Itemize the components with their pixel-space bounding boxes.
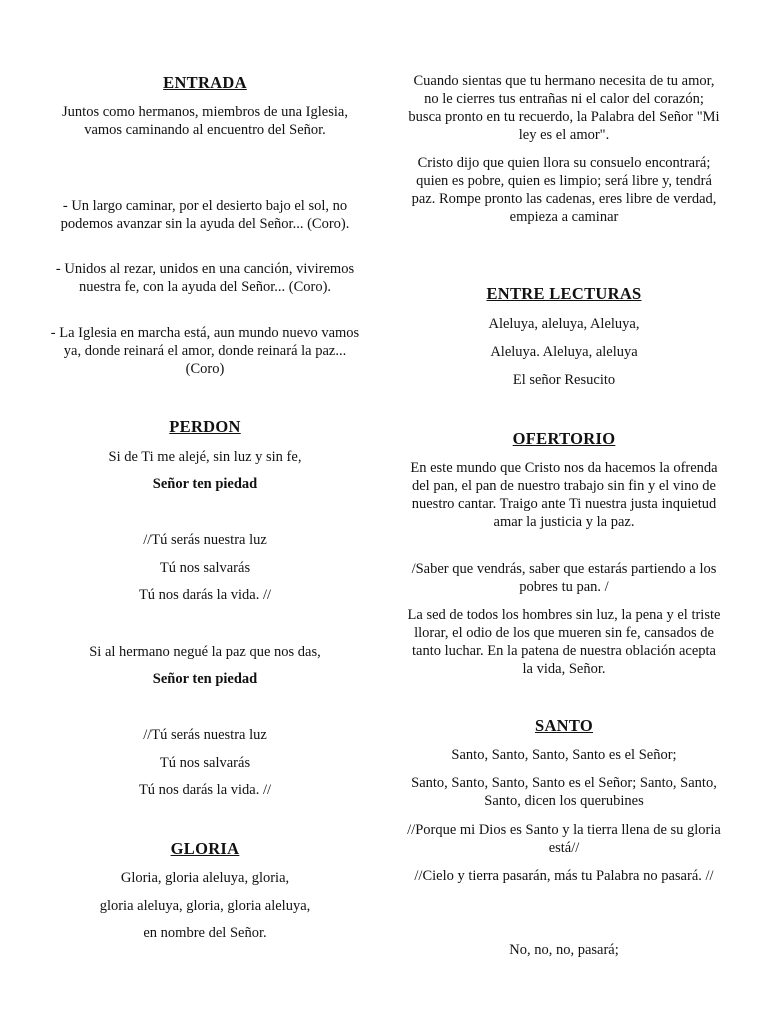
right-column [406, 0, 722, 1024]
entre-lecturas-heading: ENTRE LECTURAS [486, 284, 642, 303]
perdon-refrain-2: Señor ten piedad [152, 671, 258, 687]
gloria-line-1: Gloria, gloria aleluya, gloria, [120, 870, 290, 886]
left-column [46, 0, 364, 1024]
entrada-continuation-2: Cristo dijo que quien llora su consuelo encontrará; quien es pobre, quien es limpio; será libre y, tendrá paz. Rompe pronto las cadenas, eres libre de verdad, empieza a caminar [411, 155, 717, 225]
perdon-chorus-2c: Tú nos darás la vida. // [138, 782, 272, 798]
perdon-chorus-1c: Tú nos darás la vida. // [138, 587, 272, 603]
ofertorio-para-1: En este mundo que Cristo nos da hacemos la ofrenda del pan, el pan de nuestro trabajo sin fin y el vino de nuestro cantar. Traigo ante Ti nuestra justa inquietud amar la justicia y la paz. [410, 460, 718, 530]
entre-lecturas-line-1: Aleluya, aleluya, Aleluya, [488, 316, 640, 332]
ofertorio-para-3: La sed de todos los hombres sin luz, la pena y el triste llorar, el odio de los que mueren sin fe, cansados de tanto luchar. En la patena de nuestra oblación acepta la vida, Señor. [407, 607, 721, 677]
gloria-line-2: gloria aleluya, gloria, gloria aleluya, [99, 898, 311, 914]
perdon-chorus-2b: Tú nos salvarás [159, 755, 251, 771]
santo-para-2: //Porque mi Dios es Santo y la tierra llena de su gloria está// [407, 822, 721, 856]
perdon-chorus-1b: Tú nos salvarás [159, 560, 251, 576]
perdon-chorus-1a: //Tú serás nuestra luz [143, 532, 267, 548]
santo-para-3: //Cielo y tierra pasarán, más tu Palabra no pasará. // [414, 868, 714, 884]
perdon-line-2: Si al hermano negué la paz que nos das, [89, 644, 321, 660]
entre-lecturas-line-2: Aleluya. Aleluya, aleluya [490, 344, 638, 360]
entrada-intro: Juntos como hermanos, miembros de una Iglesia, vamos caminando al encuentro del Señor. [62, 104, 348, 138]
perdon-chorus-2a: //Tú serás nuestra luz [143, 727, 267, 743]
perdon-line-1: Si de Ti me alejé, sin luz y sin fe, [108, 449, 302, 465]
perdon-heading: PERDON [169, 417, 241, 436]
ofertorio-para-2: /Saber que vendrás, saber que estarás partiendo a los pobres tu pan. / [411, 561, 717, 595]
santo-para-1: Santo, Santo, Santo, Santo es el Señor; Santo, Santo, Santo, dicen los querubines [411, 775, 717, 809]
ofertorio-heading: OFERTORIO [512, 429, 616, 448]
gloria-line-3: en nombre del Señor. [143, 925, 267, 941]
entre-lecturas-line-3: El señor Resucito [512, 372, 616, 388]
entrada-verse-1: - Un largo caminar, por el desierto bajo el sol, no podemos avanzar sin la ayuda del Señor... (Coro). [60, 198, 350, 232]
entrada-verse-2: - Unidos al rezar, unidos en una canción, viviremos nuestra fe, con la ayuda del Señor... (Coro). [55, 261, 355, 295]
gloria-heading: GLORIA [170, 839, 240, 858]
santo-line-1: Santo, Santo, Santo, Santo es el Señor; [451, 747, 677, 763]
entrada-heading: ENTRADA [163, 73, 247, 92]
santo-heading: SANTO [534, 716, 594, 735]
santo-line-2: No, no, no, pasará; [509, 942, 619, 958]
entrada-verse-3: - La Iglesia en marcha está, aun mundo nuevo vamos ya, donde reinará el amor, donde reinará la paz... (Coro) [50, 325, 360, 377]
entrada-continuation-1: Cuando sientas que tu hermano necesita de tu amor, no le cierres tus entrañas ni el calor del corazón; busca pronto en tu recuerdo, la Palabra del Señor "Mi ley es el amor". [408, 73, 720, 143]
perdon-refrain-1: Señor ten piedad [152, 476, 258, 492]
